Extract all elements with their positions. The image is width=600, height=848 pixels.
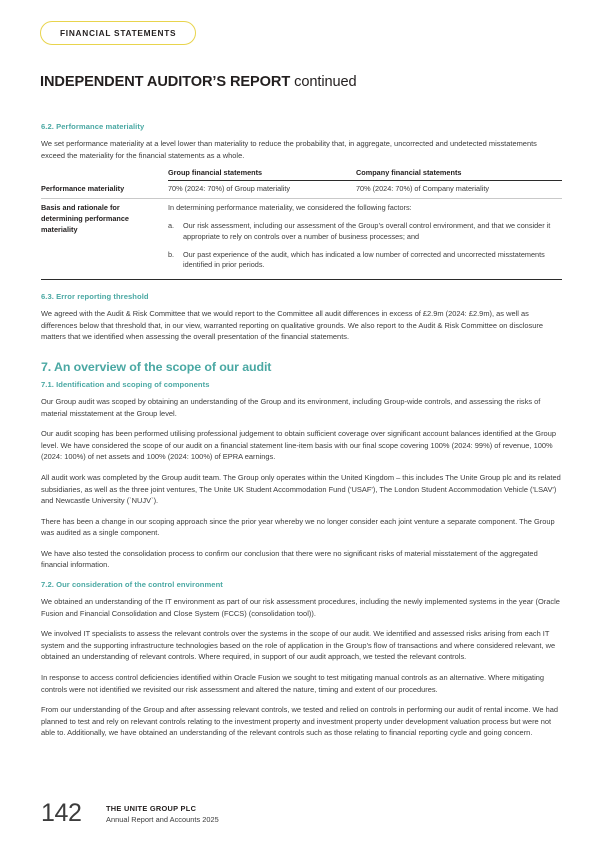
paragraph-7-1-1: Our Group audit was scoped by obtaining an understanding of the Group and its environment, including Group-wide controls, and assessing the risks of material misstatement at the Group level. — [41, 396, 541, 418]
paragraph-7-2-1: We obtained an understanding of the IT environment as part of our risk assessment procedures, including the newly implemented systems in the year (Oracle Fusion and Financial Consolidation and Close System (FCCS) (consolidation tool)). — [41, 597, 560, 618]
paragraph-7-1-4: There has been a change in our scoping approach since the prior year whereby we no longer consider each joint venture a separate component. The Group was audited as a single component. — [41, 516, 555, 538]
page-title-main: INDEPENDENT AUDITOR’S REPORT — [40, 74, 291, 90]
paragraph-7-1-3: All audit work was completed by the Group audit team. The Group only operates within the United Kingdom – this includes The Unite Group plc and its related subsidiaries, as well as the three joint ventures, The Unite UK Student Accommodation Fund ('USAF'), The London Student Accommodation Vehicle ('LSAV') and Newcastle University (`NUJV`). — [41, 472, 561, 506]
list-item-text: Our risk assessment, including our assessment of the Group’s overall control environment, and that we consider it appropriate to rely on controls over a number of business processes; and — [183, 220, 551, 241]
section-badge-label: FINANCIAL STATEMENTS — [60, 28, 177, 38]
paragraph-6-2-intro: We set performance materiality at a level lower than materiality to reduce the probability that, in aggregate, uncorrected and undetected misstatements exceed the materiality for the financial statements as a whole. — [41, 139, 537, 160]
document-body — [41, 122, 562, 748]
materiality-table-head — [41, 168, 562, 181]
spacer — [41, 280, 562, 292]
cell-basis-rationale-content — [168, 199, 562, 280]
table-header-blank — [41, 168, 168, 181]
list-item-text: Our past experience of the audit, which has indicated a low number of corrected and uncorrected misstatements identified in prior periods. — [183, 249, 545, 270]
page-title — [40, 74, 357, 90]
table-row — [41, 181, 562, 199]
basis-factor-list — [168, 221, 554, 271]
footer-report-name: Annual Report and Accounts 2025 — [106, 814, 219, 824]
heading-6-3: 6.3. Error reporting threshold — [41, 292, 149, 302]
heading-7-2: 7.2. Our consideration of the control environment — [41, 580, 223, 590]
footer-imprint — [106, 802, 219, 825]
page-number: 142 — [41, 799, 82, 827]
cell-group-performance-materiality: 70% (2024: 70%) of Group materiality — [168, 181, 356, 199]
paragraph-7-1-5: We have also tested the consolidation process to confirm our conclusion that there were no significant risks of material misstatement of the aggregated financial information. — [41, 548, 538, 570]
page-footer — [41, 801, 219, 826]
table-row — [41, 199, 562, 280]
list-item — [168, 221, 554, 243]
table-header-group: Group financial statements — [168, 168, 356, 181]
section-badge — [40, 21, 196, 45]
row-label-basis-rationale: Basis and rationale for determining performance materiality — [41, 199, 168, 280]
spacer — [41, 352, 562, 360]
paragraph-6-3: We agreed with the Audit & Risk Committee that we would report to the Committee all audit differences in excess of £2.9m (2024: £2.9m), as well as differences below that threshold that, in our view, warranted reporting on qualitative grounds. We also report to the Audit & Risk Committee on disclosure matters that we identified when assessing the overall presentation of the financial statements. — [41, 309, 543, 342]
footer-company-name: THE UNITE GROUP PLC — [106, 804, 197, 813]
materiality-table-body — [41, 181, 562, 280]
basis-intro-text: In determining performance materiality, we considered the following factors: — [168, 203, 412, 213]
heading-7: 7. An overview of the scope of our audit — [41, 359, 272, 374]
cell-company-performance-materiality: 70% (2024: 70%) of Company materiality — [356, 181, 562, 199]
paragraph-7-2-3: In response to access control deficiencies identified within Oracle Fusion we sought to test mitigating manual controls as an alternative. Where mitigating controls were not identified we revisited our risk assessment and altered the nature, timing and extent of our procedures. — [41, 673, 545, 694]
materiality-table — [41, 168, 562, 280]
heading-7-1: 7.1. Identification and scoping of components — [41, 379, 210, 389]
heading-6-2: 6.2. Performance materiality — [41, 122, 145, 131]
table-header-row — [41, 168, 562, 181]
list-item — [168, 250, 554, 272]
paragraph-7-2-2: We involved IT specialists to assess the relevant controls over the systems in the scope of our audit. We identified and assessed risks arising from each IT system and the supporting infrastructure technologies based on the role of application in the Group’s flow of transactions and where considered relevant, we obtained an understanding of relevant controls. Where required, in support of our audit approach, we tested the relevant controls. — [41, 629, 556, 662]
paragraph-7-2-4: From our understanding of the Group and after assessing relevant controls, we tested and relied on controls in performing our audit of rental income. We had planned to test and rely on relevant controls relating to the investment property and investment property under development valuation process but were not able to. Additionally, we have obtained an understanding of the relevant controls such as those relating to financial reporting cycle and going concern. — [41, 705, 559, 738]
page-title-continued: continued — [290, 74, 357, 90]
paragraph-7-1-2: Our audit scoping has been performed utilising professional judgement to obtain sufficient coverage over significant account balances identified at the Group level. We have considered the scope of our audit on a financial statement line-item basis with our final scope covering 100% (2024: 99%) of revenue, 100% (2024: 100%) of net assets and 100% (2024: 100%) of EPRA earnings. — [41, 429, 556, 462]
row-label-performance-materiality: Performance materiality — [41, 181, 168, 199]
list-item-marker: b. — [168, 249, 175, 259]
table-header-company: Company financial statements — [356, 168, 562, 181]
list-item-marker: a. — [168, 220, 175, 230]
